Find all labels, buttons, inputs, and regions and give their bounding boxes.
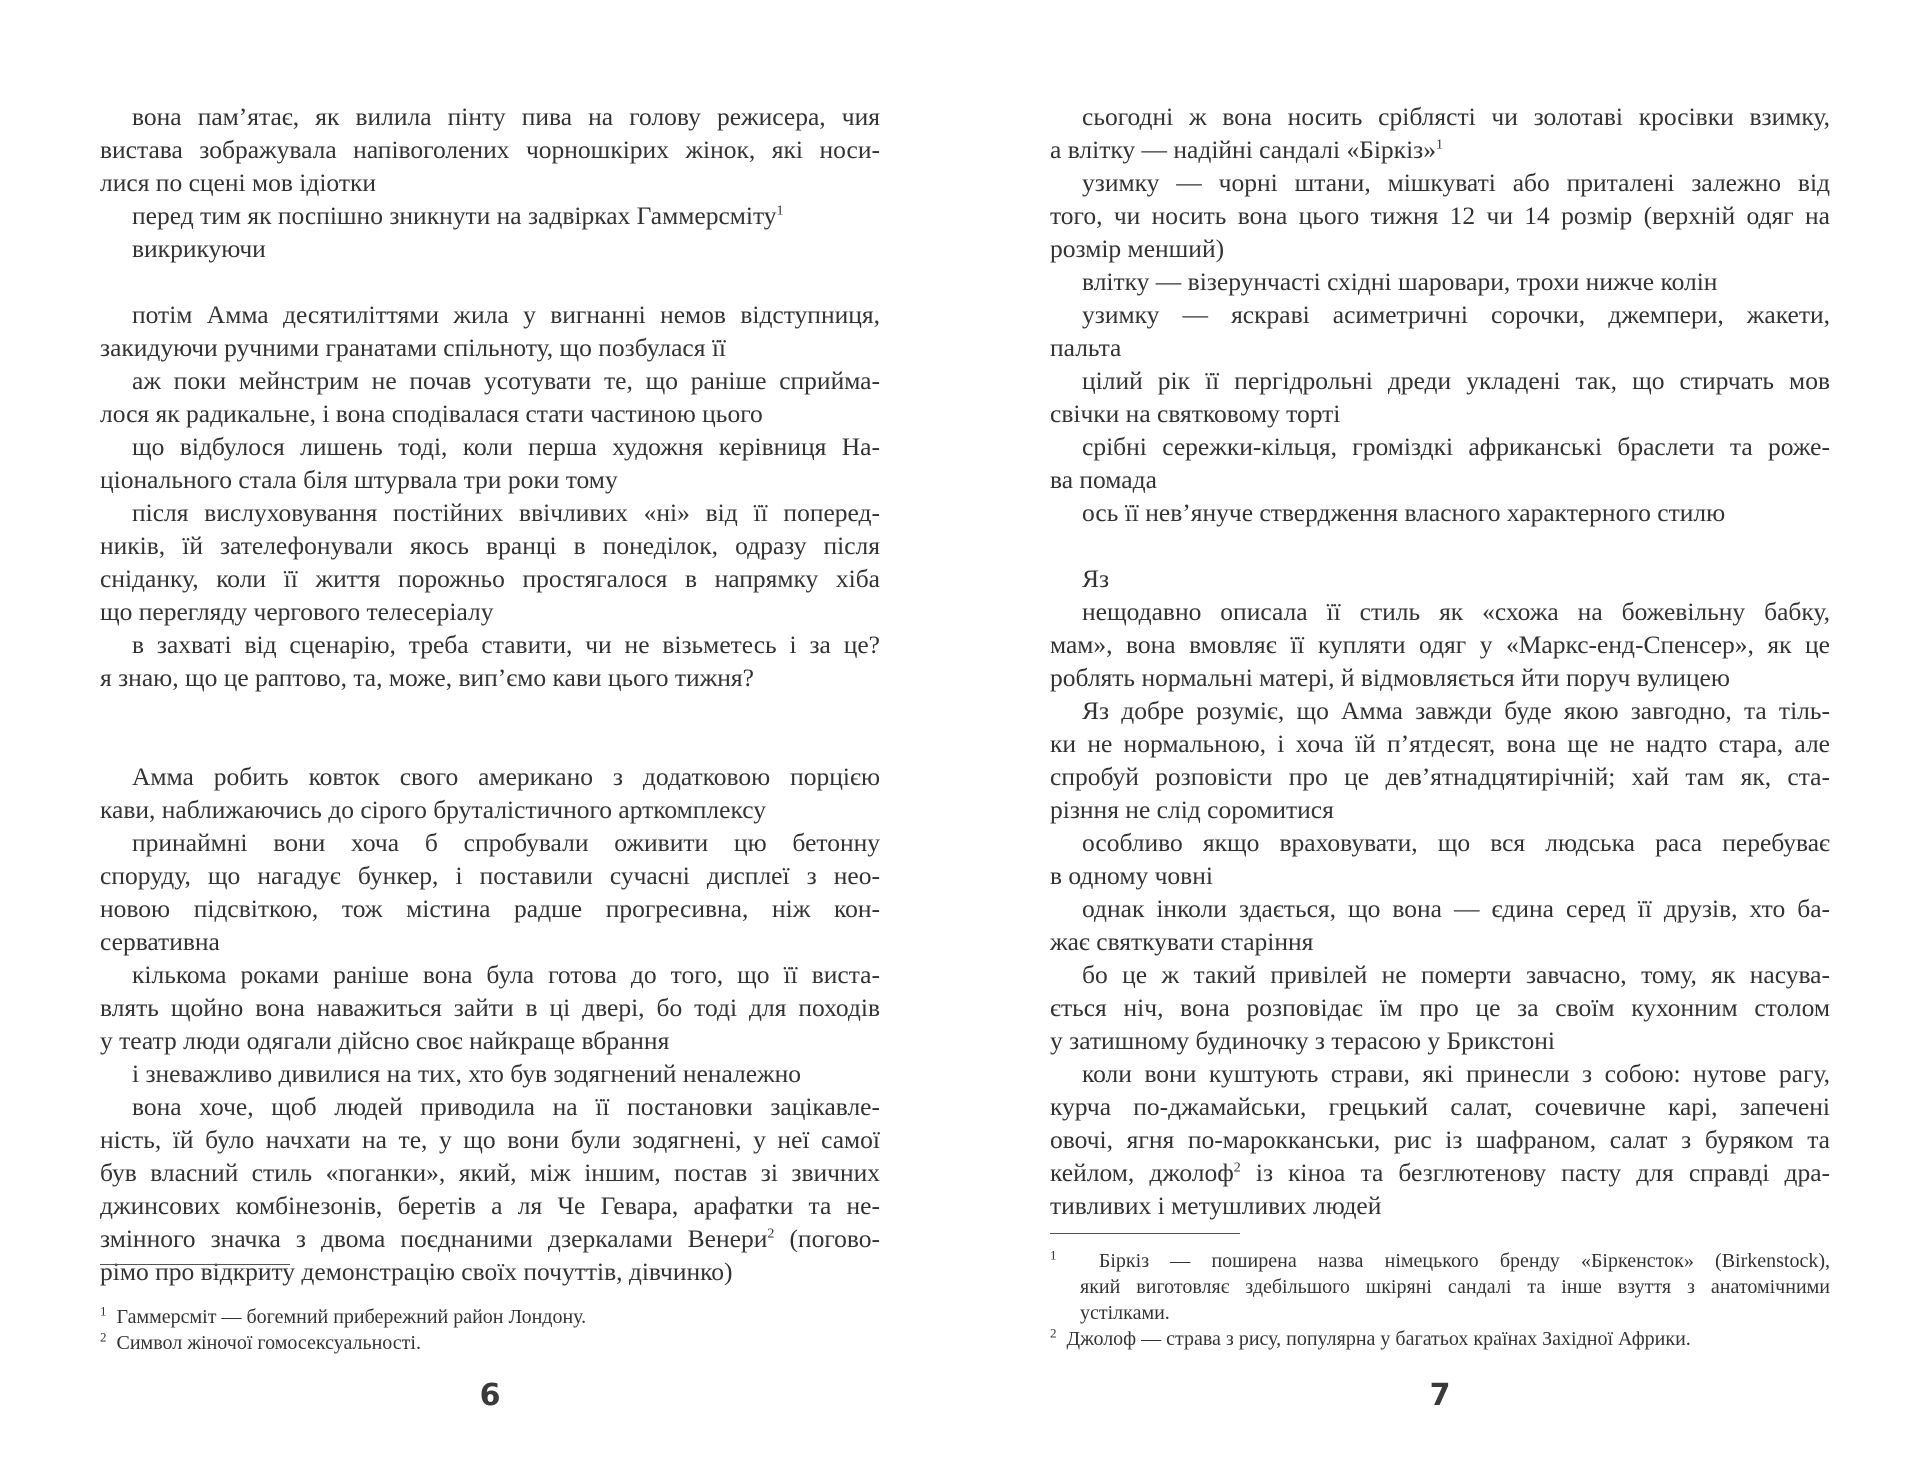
right-body-text xyxy=(1050,100,1830,1222)
footnote-continuation: устілками. xyxy=(1080,1302,1170,1324)
footnote-continuation: який виготовляє здебільшого шкіряні сандалі та інше взуття з анатомічними xyxy=(1080,1276,1830,1298)
text-line: ось її нев’януче ствердження власного характерного стилю xyxy=(1082,498,1726,527)
text-line: ність, їй було начхати на те, у що вони були зодягнені, у неї самої xyxy=(100,1125,880,1154)
text-line: узимку — яскраві асиметричні сорочки, джемпери, жакети, xyxy=(1082,300,1830,329)
text-line: розмір менший) xyxy=(1050,234,1225,263)
stanza-break xyxy=(100,727,880,760)
text-line: срібні сережки-кільця, громіздкі африканські браслети та роже- xyxy=(1082,432,1830,461)
footnote xyxy=(1050,1326,1830,1352)
text-line: ється ніч, вона розповідає їм про це за своїм кухонним столом xyxy=(1050,993,1830,1022)
text-line: після вислуховування постійних ввічливих «ні» від її поперед- xyxy=(132,498,880,527)
text-line: ників, їй зателефонували якось вранці в понеділок, одразу після xyxy=(100,531,880,560)
text-line: викрикуючи xyxy=(132,234,266,263)
text-line: цілий рік її пергідрольні дреди укладені так, що стирчать мов xyxy=(1082,366,1830,395)
text-line xyxy=(1050,1156,1830,1189)
text-segment: змінного значка з двома поєднаними дзеркалами Венери xyxy=(100,1224,768,1253)
text-line: курча по-джамайськи, грецький салат, сочевичне карі, запечені xyxy=(1050,1092,1830,1121)
page-number: 7 xyxy=(1429,1378,1451,1413)
text-line: нещодавно описала її стиль як «схожа на божевільну бабку, xyxy=(1082,597,1830,626)
text-line: Яз добре розуміє, що Амма завжди буде якою завгодно, та тіль- xyxy=(1082,696,1830,725)
text-line xyxy=(1050,133,1830,166)
text-line: ки не нормальною, і хоча їй п’ятдесят, вона ще не надто стара, але xyxy=(1050,729,1830,758)
text-segment: із кіноа та безглютенову пасту для справді дра- xyxy=(1255,1158,1830,1187)
left-footnotes xyxy=(100,1304,880,1356)
footnote-mark: 1 xyxy=(100,1303,107,1319)
footnote-mark: 2 xyxy=(1050,1325,1057,1341)
text-line: тивливих і метушливих людей xyxy=(1050,1191,1382,1220)
text-line: у театр люди одягали дійсно своє найкраще вбрання xyxy=(100,1026,670,1055)
text-line: сьогодні ж вона носить сріблясті чи золотаві кросівки взимку, xyxy=(1082,102,1830,131)
text-line: роблять нормальні матері, й відмовляється йти поруч вулицею xyxy=(1050,663,1730,692)
text-line: новою підсвіткою, тож містина радше прогресивна, ніж кон- xyxy=(100,894,880,923)
stanza-break xyxy=(100,265,880,298)
text-line: вистава зображувала напівоголених чорношкірих жінок, які носи- xyxy=(100,135,880,164)
footnote xyxy=(100,1304,880,1330)
footnote-text: Символ жіночої гомосексуальності. xyxy=(116,1332,421,1354)
text-line: того, чи носить вона цього тижня 12 чи 14 розмір (верхній одяг на xyxy=(1050,201,1830,230)
right-footnotes xyxy=(1050,1248,1830,1352)
text-line: споруду, що нагадує бункер, і поставили сучасні дисплеї з нео- xyxy=(100,861,880,890)
text-segment: перед тим як поспішно зникнути на задвірках Гаммерсміту xyxy=(132,201,777,230)
text-line: влітку — візерунчасті східні шаровари, трохи нижче колін xyxy=(1082,267,1718,296)
text-segment: а влітку — надійні сандалі «Біркіз» xyxy=(1050,135,1436,164)
text-line xyxy=(100,199,880,232)
text-line: жає святкувати старіння xyxy=(1050,927,1314,956)
footnote-mark: 2 xyxy=(100,1329,107,1345)
text-line: лося як радикальне, і вона сподівалася стати частиною цього xyxy=(100,399,763,428)
text-line: різння не слід соромитися xyxy=(1050,795,1334,824)
text-line: пальта xyxy=(1050,333,1122,362)
footnote-ref: 1 xyxy=(1435,137,1443,153)
page-number: 6 xyxy=(479,1378,501,1413)
footnote-mark: 1 xyxy=(1050,1247,1057,1263)
footnote-text: Джолоф — страва з рису, популярна у багатьох країнах Західної Африки. xyxy=(1066,1328,1691,1350)
text-line: джинсових комбінезонів, беретів а ля Че Гевара, арафатки та не- xyxy=(100,1191,880,1220)
text-line: узимку — чорні штани, мішкуваті або приталені залежно від xyxy=(1082,168,1830,197)
text-line: особливо якщо враховувати, що вся людська раса перебуває xyxy=(1082,828,1830,857)
text-line: в одному човні xyxy=(1050,861,1213,890)
text-line: кави, наближаючись до сірого бруталістичного арткомплексу xyxy=(100,795,766,824)
text-line: спробуй розповісти про це дев’ятнадцятирічній; хай там як, ста- xyxy=(1050,762,1830,791)
text-line: що перегляду чергового телесеріалу xyxy=(100,597,494,626)
text-line: був власний стиль «поганки», який, між іншим, постав зі звичних xyxy=(100,1158,880,1187)
footnote-ref: 1 xyxy=(776,203,784,219)
text-line: що відбулося лишень тоді, коли перша художня керівниця На- xyxy=(132,432,880,461)
text-line: сервативна xyxy=(100,927,220,956)
text-line: кількома роками раніше вона була готова до того, що її виста- xyxy=(132,960,880,989)
text-line: в захваті від сценарію, треба ставити, чи не візьметесь і за це? xyxy=(132,630,880,659)
text-line xyxy=(100,1222,880,1255)
footnote xyxy=(1050,1248,1830,1274)
text-line: коли вони куштують страви, які принесли з собою: нутове рагу, xyxy=(1082,1059,1830,1088)
text-line: лися по сцені мов ідіотки xyxy=(100,168,376,197)
text-line: влять щойно вона наважиться зайти в ці двері, бо тоді для походів xyxy=(100,993,880,1022)
text-line: я знаю, що це раптово, та, може, вип’ємо кави цього тижня? xyxy=(100,663,754,692)
text-line: принаймні вони хоча б спробували оживити цю бетонну xyxy=(132,828,880,857)
text-segment: (погово- xyxy=(789,1224,881,1253)
text-line: вона хоче, щоб людей приводила на її постановки зацікавле- xyxy=(132,1092,880,1121)
text-line: бо це ж такий привілей не померти завчасно, тому, як насува- xyxy=(1082,960,1830,989)
text-line: вона пам’ятає, як вилила пінту пива на голову режисера, чия xyxy=(132,102,880,131)
text-segment: кейлом, джолоф xyxy=(1050,1158,1234,1187)
text-line: ціонального стала біля штурвала три роки тому xyxy=(100,465,618,494)
text-line: і зневажливо дивилися на тих, хто був зодягнений неналежно xyxy=(132,1059,802,1088)
text-line: аж поки мейнстрим не почав усотувати те, що раніше сприйма- xyxy=(132,366,880,395)
footnote-text: Гаммерсміт — богемний прибережний район Лондону. xyxy=(116,1306,587,1328)
text-line: потім Амма десятиліттями жила у вигнанні немов відступниця, xyxy=(132,300,880,329)
footnote xyxy=(100,1330,880,1356)
text-line: закидуючи ручними гранатами спільноту, що позбулася її xyxy=(100,333,726,362)
text-line: рімо про відкриту демонстрацію своїх почуттів, дівчинко) xyxy=(100,1257,733,1286)
footnote-divider xyxy=(100,1264,290,1265)
text-line: у затишному будиночку з терасою у Брикстоні xyxy=(1050,1026,1555,1055)
footnote-ref: 2 xyxy=(1233,1160,1241,1176)
text-line: Яз xyxy=(1082,564,1110,593)
text-line: ва помада xyxy=(1050,465,1157,494)
text-line: сніданку, коли її життя порожньо простягалося в напрямку хіба xyxy=(100,564,880,593)
footnote-ref: 2 xyxy=(767,1226,775,1242)
right-page xyxy=(1050,0,1830,1476)
left-page xyxy=(100,0,880,1476)
text-line: свічки на святковому торті xyxy=(1050,399,1341,428)
text-line: однак інколи здається, що вона — єдина серед її друзів, хто ба- xyxy=(1082,894,1830,923)
left-body-text xyxy=(100,100,880,1288)
text-line: овочі, ягня по-марокканськи, рис із шафраном, салат з буряком та xyxy=(1050,1125,1830,1154)
stanza-break xyxy=(1050,529,1830,562)
footnote-divider xyxy=(1050,1233,1240,1234)
text-line: Амма робить ковток свого американо з додатковою порцією xyxy=(132,762,880,791)
text-line: мам», вона вмовляє її купляти одяг у «Маркс-енд-Спенсер», як це xyxy=(1050,630,1830,659)
footnote-text: Біркіз — поширена назва німецького бренду «Біркенсток» (Birkenstock), xyxy=(1098,1250,1831,1272)
stanza-break xyxy=(100,694,880,727)
